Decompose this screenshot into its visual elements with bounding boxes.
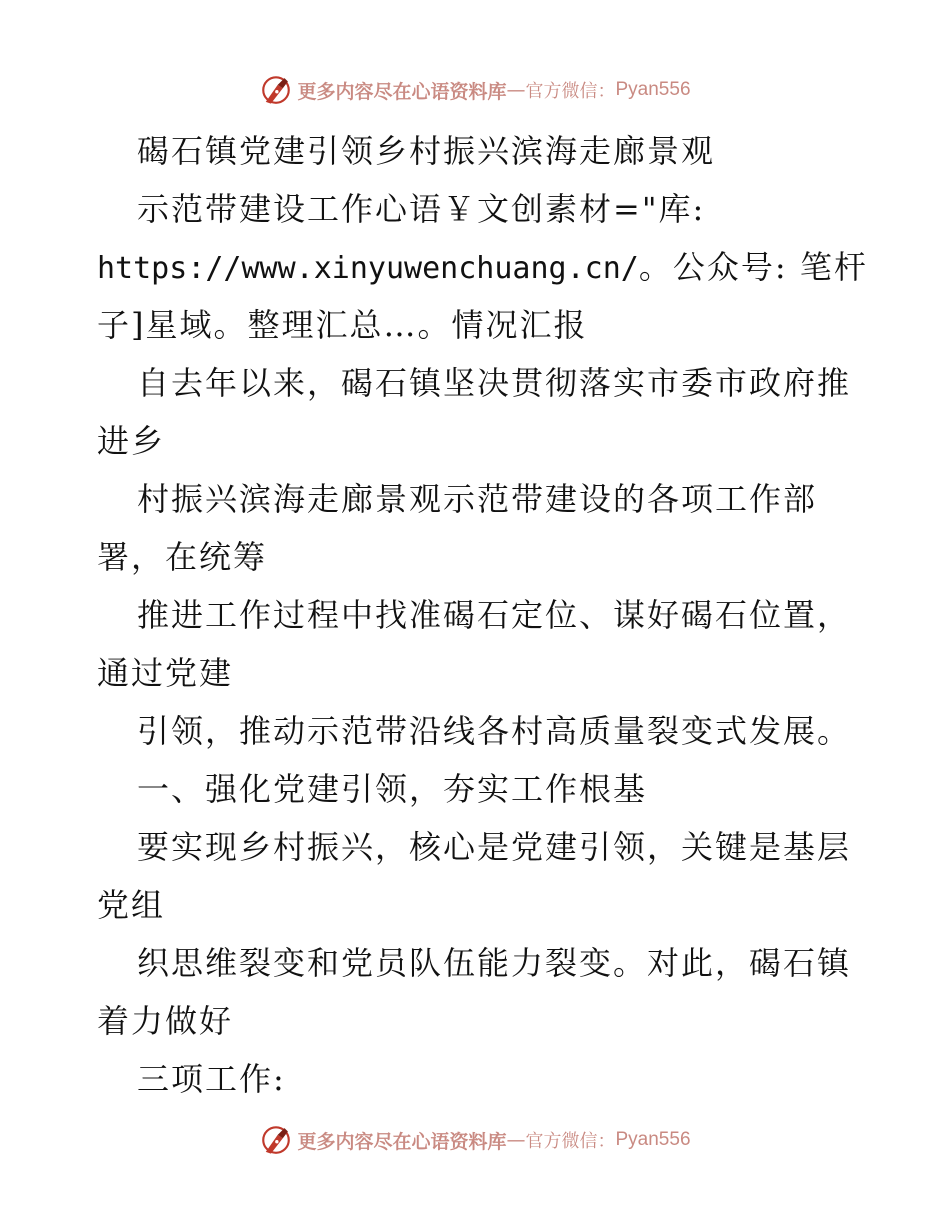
banner-dash: — xyxy=(506,79,526,101)
body-line: 署，在统筹 xyxy=(97,538,268,576)
document-body xyxy=(97,122,868,1108)
body-line: 着力做好 xyxy=(97,1002,234,1040)
pen-logo-icon xyxy=(259,1123,293,1157)
banner-text: 更多内容尽在心语资料库 xyxy=(297,80,507,103)
body-line: 要实现乡村振兴，核心是党建引领，关键是基层 xyxy=(137,828,852,866)
url-text: https://www.xinyuwenchuang.cn/ xyxy=(97,251,639,286)
body-line: 示范带建设工作心语￥文创素材="库: xyxy=(137,190,706,228)
body-line: 自去年以来，碣石镇坚决贯彻落实市委市政府推 xyxy=(137,364,852,402)
body-line: 推进工作过程中找准碣石定位、谋好碣石位置， xyxy=(137,596,852,634)
banner-dash: — xyxy=(506,1129,526,1151)
body-line: 通过党建 xyxy=(97,654,234,692)
body-line: 村振兴滨海走廊景观示范带建设的各项工作部 xyxy=(137,480,818,518)
body-line: 一、强化党建引领，夯实工作根基 xyxy=(137,770,648,808)
body-line: 子]星域。整理汇总…。情况汇报 xyxy=(97,306,588,344)
body-line: 党组 xyxy=(97,886,166,924)
pen-logo-icon xyxy=(259,73,293,107)
body-line: 进乡 xyxy=(97,422,166,460)
banner-wechat-label: 官方微信： xyxy=(525,1131,616,1152)
body-line xyxy=(97,238,868,296)
banner-text: 更多内容尽在心语资料库 xyxy=(297,1130,507,1153)
banner-wechat-id: Pyan556 xyxy=(615,79,691,100)
body-line: 碣石镇党建引领乡村振兴滨海走廊景观 xyxy=(137,132,716,170)
body-line: 三项工作: xyxy=(137,1060,286,1098)
body-line: 引领，推动示范带沿线各村高质量裂变式发展。 xyxy=(137,712,852,750)
banner-wechat-label: 官方微信： xyxy=(525,81,616,102)
banner-wechat-id: Pyan556 xyxy=(615,1129,691,1150)
body-line: 织思维裂变和党员队伍能力裂变。对此，碣石镇 xyxy=(137,944,852,982)
footer-banner xyxy=(0,1118,950,1162)
line-text: 。公众号: 笔杆 xyxy=(638,248,868,286)
header-banner xyxy=(0,68,950,112)
